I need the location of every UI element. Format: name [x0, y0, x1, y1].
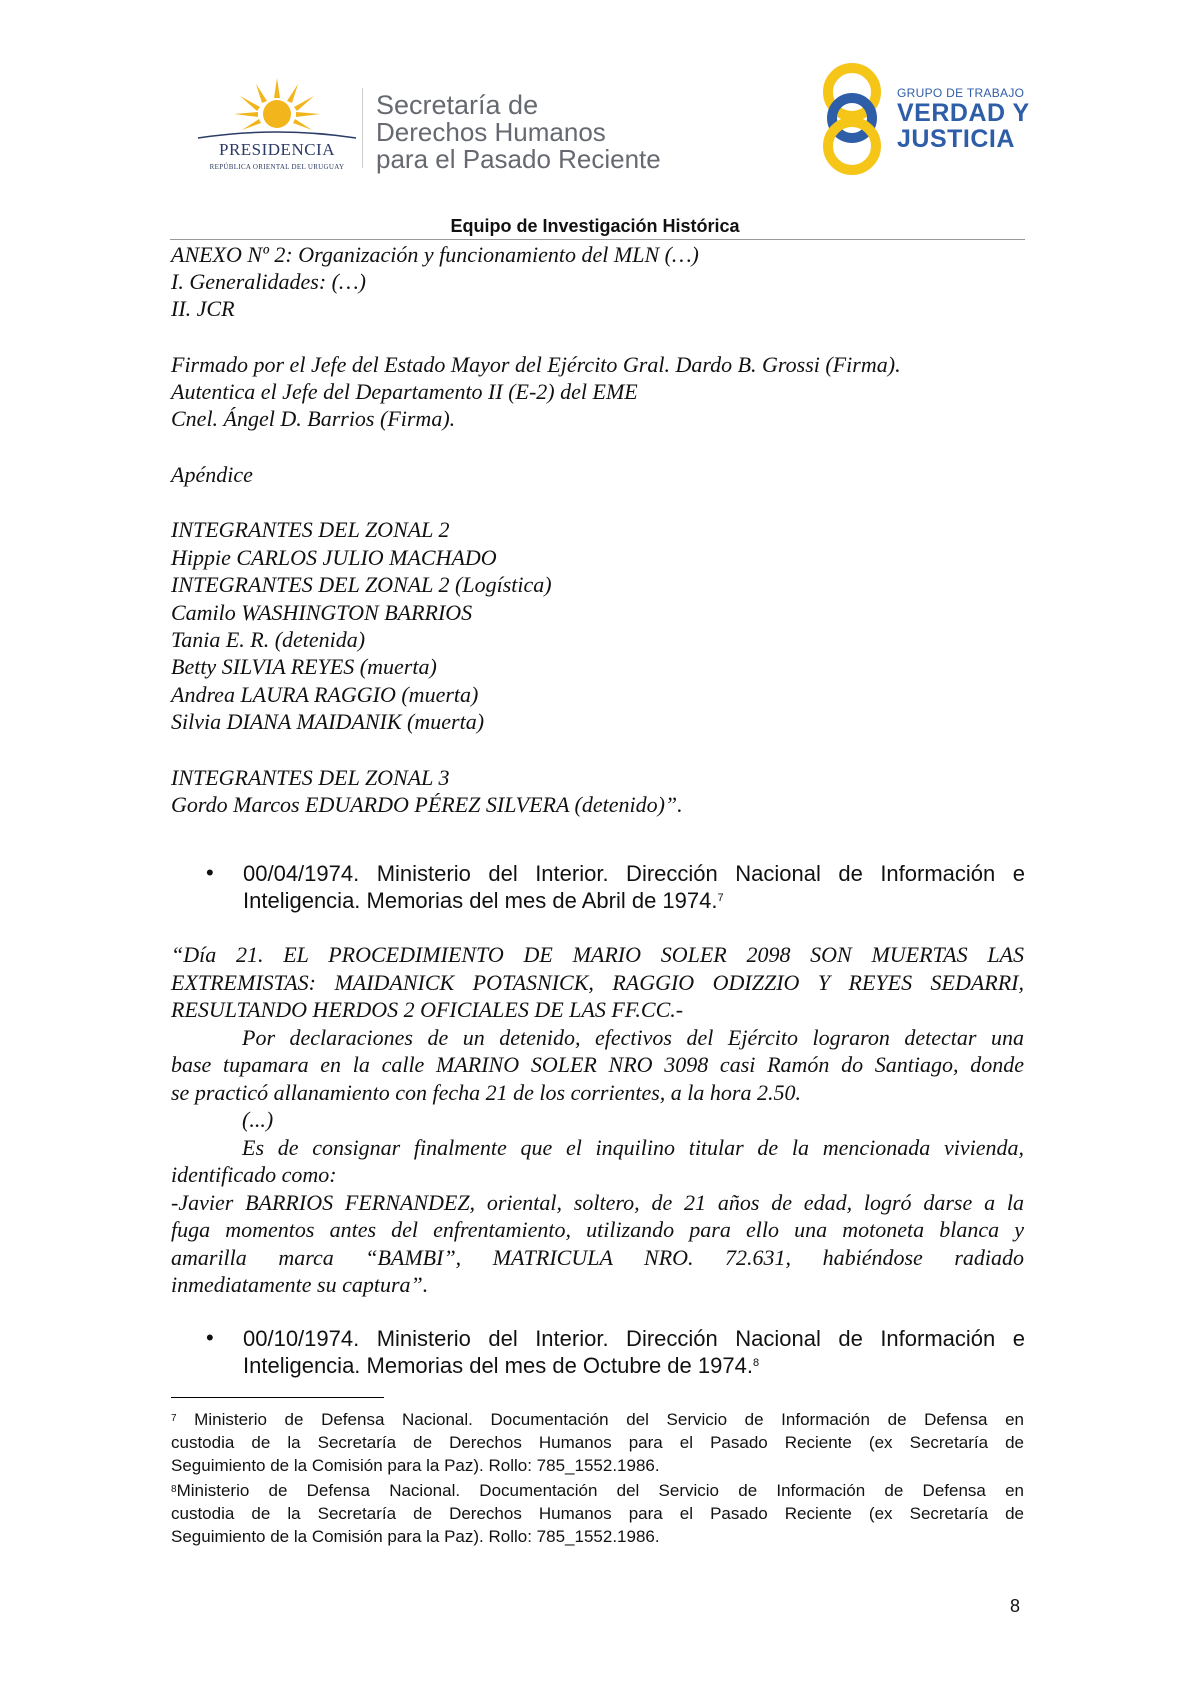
footnote-8-line-3: Seguimiento de la Comisión para la Paz). Rollo: 785_1552.1986. [171, 1527, 660, 1546]
zonal2-member: Tania E. R. (detenida) [171, 627, 366, 652]
anexo-line: ANEXO Nº 2: Organización y funcionamiento del MLN (…) [171, 242, 699, 267]
quote-line: -Javier BARRIOS FERNANDEZ, oriental, soltero, de 21 años de edad, logró darse a la [171, 1189, 1024, 1215]
footnote-8-line-2: custodia de la Secretaría de Derechos Humanos para el Pasado Reciente (ex Secretaría de [171, 1504, 1024, 1523]
footnote-7-line-3: Seguimiento de la Comisión para la Paz). Rollo: 785_1552.1986. [171, 1456, 660, 1475]
bullet-1-line-2-text: Inteligencia. Memorias del mes de Abril de 1974. [243, 888, 718, 913]
zonal2-member: Camilo WASHINGTON BARRIOS [171, 600, 473, 625]
bullet-2-line-2-text: Inteligencia. Memorias del mes de Octubre de 1974. [243, 1353, 753, 1378]
footnote-8-line-1-text: Ministerio de Defensa Nacional. Documentación del Servicio de Información de Defensa en [176, 1481, 1024, 1500]
footnote-7-number: 7 [171, 1413, 177, 1424]
zonal3-heading: INTEGRANTES DEL ZONAL 3 [171, 765, 450, 790]
zonal3-member: Gordo Marcos EDUARDO PÉREZ SILVERA (detenido)”. [171, 792, 683, 817]
header-divider [362, 88, 363, 168]
jcr-line: II. JCR [171, 296, 235, 321]
presidencia-subtitle: REPÚBLICA ORIENTAL DEL URUGUAY [209, 163, 345, 171]
bullet-1-line-1: 00/04/1974. Ministerio del Interior. Dirección Nacional de Información e [243, 861, 1025, 886]
quote-line: identificado como: [171, 1162, 337, 1187]
quote-line: base tupamara en la calle MARINO SOLER NRO 3098 casi Ramón do Santiago, donde [171, 1052, 1024, 1077]
presidencia-label: PRESIDENCIA [218, 140, 335, 159]
page-number: 8 [1010, 1596, 1021, 1616]
presidencia-logo [196, 78, 358, 178]
gt-small-label: GRUPO DE TRABAJO [897, 86, 1025, 100]
zonal2-member: Betty SILVIA REYES (muerta) [171, 654, 437, 679]
sun-icon [196, 78, 358, 148]
footnote-separator [171, 1397, 384, 1398]
zonal2-member: Hippie CARLOS JULIO MACHADO [171, 545, 497, 570]
footnote-7-line-1-text: Ministerio de Defensa Nacional. Documentación del Servicio de Información de Defensa en [176, 1410, 1024, 1429]
quote-line: “Día 21. EL PROCEDIMIENTO DE MARIO SOLER 2098 SON MUERTAS LAS [171, 942, 1024, 967]
quote-line: inmediatamente su captura”. [171, 1272, 429, 1297]
quote-line: (...) [242, 1107, 274, 1132]
quote-line: Es de consignar finalmente que el inquilino titular de la mencionada vivienda, [242, 1134, 1024, 1160]
firmado-line: Firmado por el Jefe del Estado Mayor del Ejército Gral. Dardo B. Grossi (Firma). [171, 352, 901, 377]
quote-line: EXTREMISTAS: MAIDANICK POTASNICK, RAGGIO ODIZZIO Y REYES SEDARRI, [171, 969, 1024, 995]
quote-line: Por declaraciones de un detenido, efectivos del Ejército lograron detectar una [242, 1024, 1024, 1050]
bullet-1-line-2 [243, 887, 1025, 914]
bullet-1: • [206, 860, 214, 885]
quote-block [171, 941, 1024, 1299]
bullet-2-text [243, 1325, 1025, 1379]
footnote-8-line-1 [171, 1479, 1024, 1502]
footnote-ref-8: 8 [752, 1357, 760, 1369]
section-title: Equipo de Investigación Histórica [450, 216, 740, 236]
footnote-8-number: 8 [171, 1484, 177, 1495]
zonal2-logistica-heading: INTEGRANTES DEL ZONAL 2 (Logística) [171, 572, 552, 597]
generalidades-line: I. Generalidades: (…) [171, 269, 366, 294]
bullet-2-line-1: 00/10/1974. Ministerio del Interior. Dirección Nacional de Información e [243, 1326, 1025, 1351]
secretaria-logo-text [376, 92, 661, 173]
zonal2-heading: INTEGRANTES DEL ZONAL 2 [171, 517, 450, 542]
apendice-heading: Apéndice [171, 462, 253, 487]
quote-line: se practicó allanamiento con fecha 21 de los corrientes, a la hora 2.50. [171, 1079, 801, 1105]
quote-line: amarilla marca “BAMBI”, MATRICULA NRO. 72.631, habiéndose radiado [171, 1244, 1024, 1270]
footnote-7 [171, 1408, 1024, 1477]
secretaria-line-1: Secretaría de [376, 90, 539, 120]
quote-line: fuga momentos antes del enfrentamiento, utilizando para ello una motoneta blanca y [171, 1217, 1024, 1242]
secretaria-line-3: para el Pasado Reciente [376, 144, 661, 174]
bullet-2: • [206, 1325, 214, 1350]
secretaria-line-2: Derechos Humanos [376, 117, 606, 147]
gt-justicia-label: JUSTICIA [897, 125, 1015, 153]
cnel-line: Cnel. Ángel D. Barrios (Firma). [171, 406, 456, 431]
zonal2-member: Silvia DIANA MAIDANIK (muerta) [171, 709, 485, 734]
bullet-2-line-2 [243, 1352, 1025, 1379]
footnote-7-line-2: custodia de la Secretaría de Derechos Humanos para el Pasado Reciente (ex Secretaría de [171, 1433, 1024, 1452]
bullet-1-text [243, 860, 1025, 914]
footnote-8 [171, 1479, 1024, 1548]
zonal2-member: Andrea LAURA RAGGIO (muerta) [171, 682, 479, 707]
footnote-7-line-1 [171, 1408, 1024, 1431]
footnote-ref-7: 7 [717, 892, 724, 904]
autentica-line: Autentica el Jefe del Departamento II (E-2) del EME [171, 379, 638, 404]
header-rule [170, 239, 1025, 240]
grupo-trabajo-text [897, 86, 1030, 152]
quote-line: RESULTANDO HERDOS 2 OFICIALES DE LAS FF.CC.- [171, 997, 684, 1022]
gt-verdad-label: VERDAD Y [897, 99, 1030, 127]
